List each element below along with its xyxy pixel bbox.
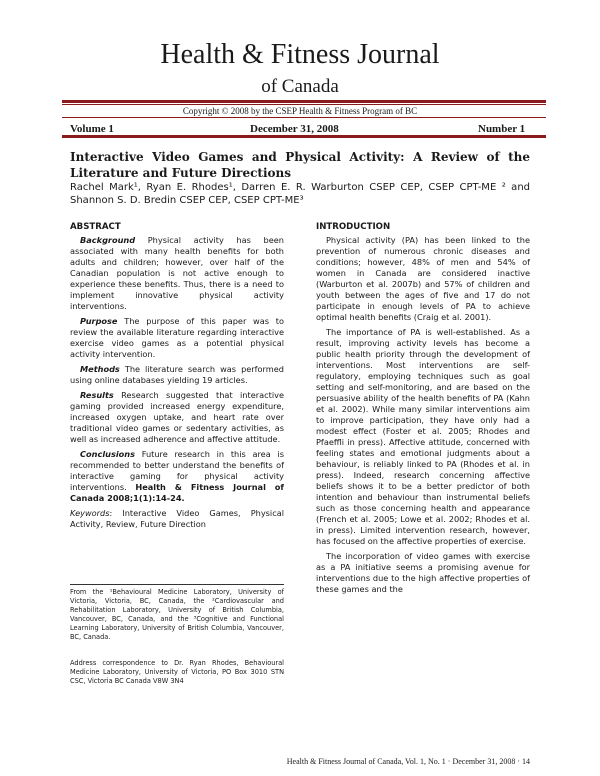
introduction-heading: INTRODUCTION bbox=[316, 222, 391, 232]
introduction-column bbox=[316, 222, 530, 599]
conclusions-label: Conclusions bbox=[80, 449, 135, 459]
copyright-line: Copyright © 2008 by the CSEP Health & Fitness Program of BC bbox=[182, 106, 418, 116]
purpose-text: The purpose of this paper was to review the available literature regarding interactive exercise video games as a potential physical activity intervention. bbox=[70, 316, 284, 359]
page-footer: Health & Fitness Journal of Canada, Vol. 1, No. 1 · December 31, 2008 · 14 bbox=[286, 757, 530, 766]
issue-date: December 31, 2008 bbox=[250, 123, 339, 135]
masthead-rule-top-thin bbox=[62, 104, 546, 105]
keywords-label: Keywords bbox=[70, 508, 110, 518]
masthead-rule-top bbox=[62, 100, 546, 103]
volume-label: Volume 1 bbox=[70, 123, 114, 135]
results-text: Research suggested that interactive gaming provided increased energy expenditure, increased oxygen uptake, and heart rate over traditional video games or sedentary activities, as well as increased adherence and affective attitude. bbox=[70, 390, 284, 444]
issue-number: Number 1 bbox=[478, 123, 526, 135]
background-text: Physical activity has been associated with many health benefits for both adults and children; however, over half of the Canadian population is not active enough to experience these benefits. Thus, there is a need to implement innovative physical activity interventions. bbox=[70, 235, 284, 311]
journal-citation: Health & Fitness Journal of Canada 2008;1(1):14-24. bbox=[70, 482, 284, 503]
background-label: Background bbox=[80, 235, 136, 245]
conclusions-text: Future research in this area is recommended to better understand the benefits of interactive gaming for physical activity interventions. bbox=[70, 449, 284, 492]
abstract-background bbox=[70, 235, 284, 312]
abstract-heading: ABSTRACT bbox=[70, 222, 121, 232]
article-title: Interactive Video Games and Physical Activity: A Review of the Literature and Future Directions bbox=[70, 150, 530, 180]
author-affiliations: From the ¹Behavioural Medicine Laboratory, University of Victoria, Victoria, BC, Canada, the ²Cardiovascular and Rehabilitation Laboratory, University of British Columbia, Vancouver, BC, Canada, and the ³Cognitive and Functional Learning Laboratory, University of British Columbia, Vancouver, BC, Canada. bbox=[70, 588, 284, 641]
correspondence-address: Address correspondence to Dr. Ryan Rhodes, Behavioural Medicine Laboratory, University of Victoria, PO Box 3010 STN CSC, Victoria BC Canada V8W 3N4 bbox=[70, 659, 284, 685]
masthead-rule-mid bbox=[62, 117, 546, 118]
methods-text: The literature search was performed using online databases yielding 19 articles. bbox=[70, 364, 284, 385]
methods-label: Methods bbox=[80, 364, 120, 374]
intro-paragraph-1: Physical activity (PA) has been linked to the prevention of numerous chronic diseases and conditions; however, 48% of men and 54% of women in Canada are considered inactive (Warburton et al. 2007b) and 57% of children and youth between the ages of five and 17 do not participate in enough levels of PA to achieve optimal health benefits (Craig et al. 2001). bbox=[316, 235, 530, 322]
abstract-methods bbox=[70, 364, 284, 386]
journal-subtitle: of Canada bbox=[261, 76, 339, 97]
footnote-divider bbox=[70, 584, 284, 585]
journal-title: Health & Fitness Journal bbox=[160, 39, 440, 70]
abstract-conclusions bbox=[70, 449, 284, 504]
purpose-label: Purpose bbox=[80, 316, 118, 326]
intro-paragraph-3: The incorporation of video games with exercise as a PA initiative seems a promising avenue for interventions due to the high affective properties of these games and the bbox=[316, 551, 530, 594]
results-label: Results bbox=[80, 390, 114, 400]
keywords-text: : Interactive Video Games, Physical Activity, Review, Future Direction bbox=[70, 508, 284, 529]
abstract-results bbox=[70, 390, 284, 445]
abstract-column bbox=[70, 222, 284, 534]
abstract-keywords bbox=[70, 508, 284, 530]
intro-paragraph-2: The importance of PA is well-established. As a result, improving activity levels has become a public health priority through the development of interventions. Most interventions are self-regulatory, employing techniques such as goal setting and self-monitoring, and are based on the persuasive ability of the health benefits of PA (Kahn et al. 2002). While many similar interventions aim to improve participation, they have only had a modest effect (Foster et al. 2005; Rhodes and Pfaeffli in press). Affective attitude, concerned with feeling states and emotional judgments about a behaviour, is reliably linked to PA (Rhodes et al. in press). Indeed, research concerning affective beliefs shows it to be a better predictor of both intention and behaviour than instrumental beliefs such as those concerning health and appearance (French et al. 2005; Lowe et al. 2002; Rhodes et al. in press). Limited intervention research, however, has focused on the affective properties of exercise. bbox=[316, 327, 530, 546]
author-list: Rachel Mark¹, Ryan E. Rhodes¹, Darren E. R. Warburton CSEP CEP, CSEP CPT-ME ² and Shannon S. D. Bredin CSEP CEP, CSEP CPT-ME³ bbox=[70, 182, 530, 206]
abstract-purpose bbox=[70, 316, 284, 360]
masthead-rule-bottom bbox=[62, 135, 546, 138]
